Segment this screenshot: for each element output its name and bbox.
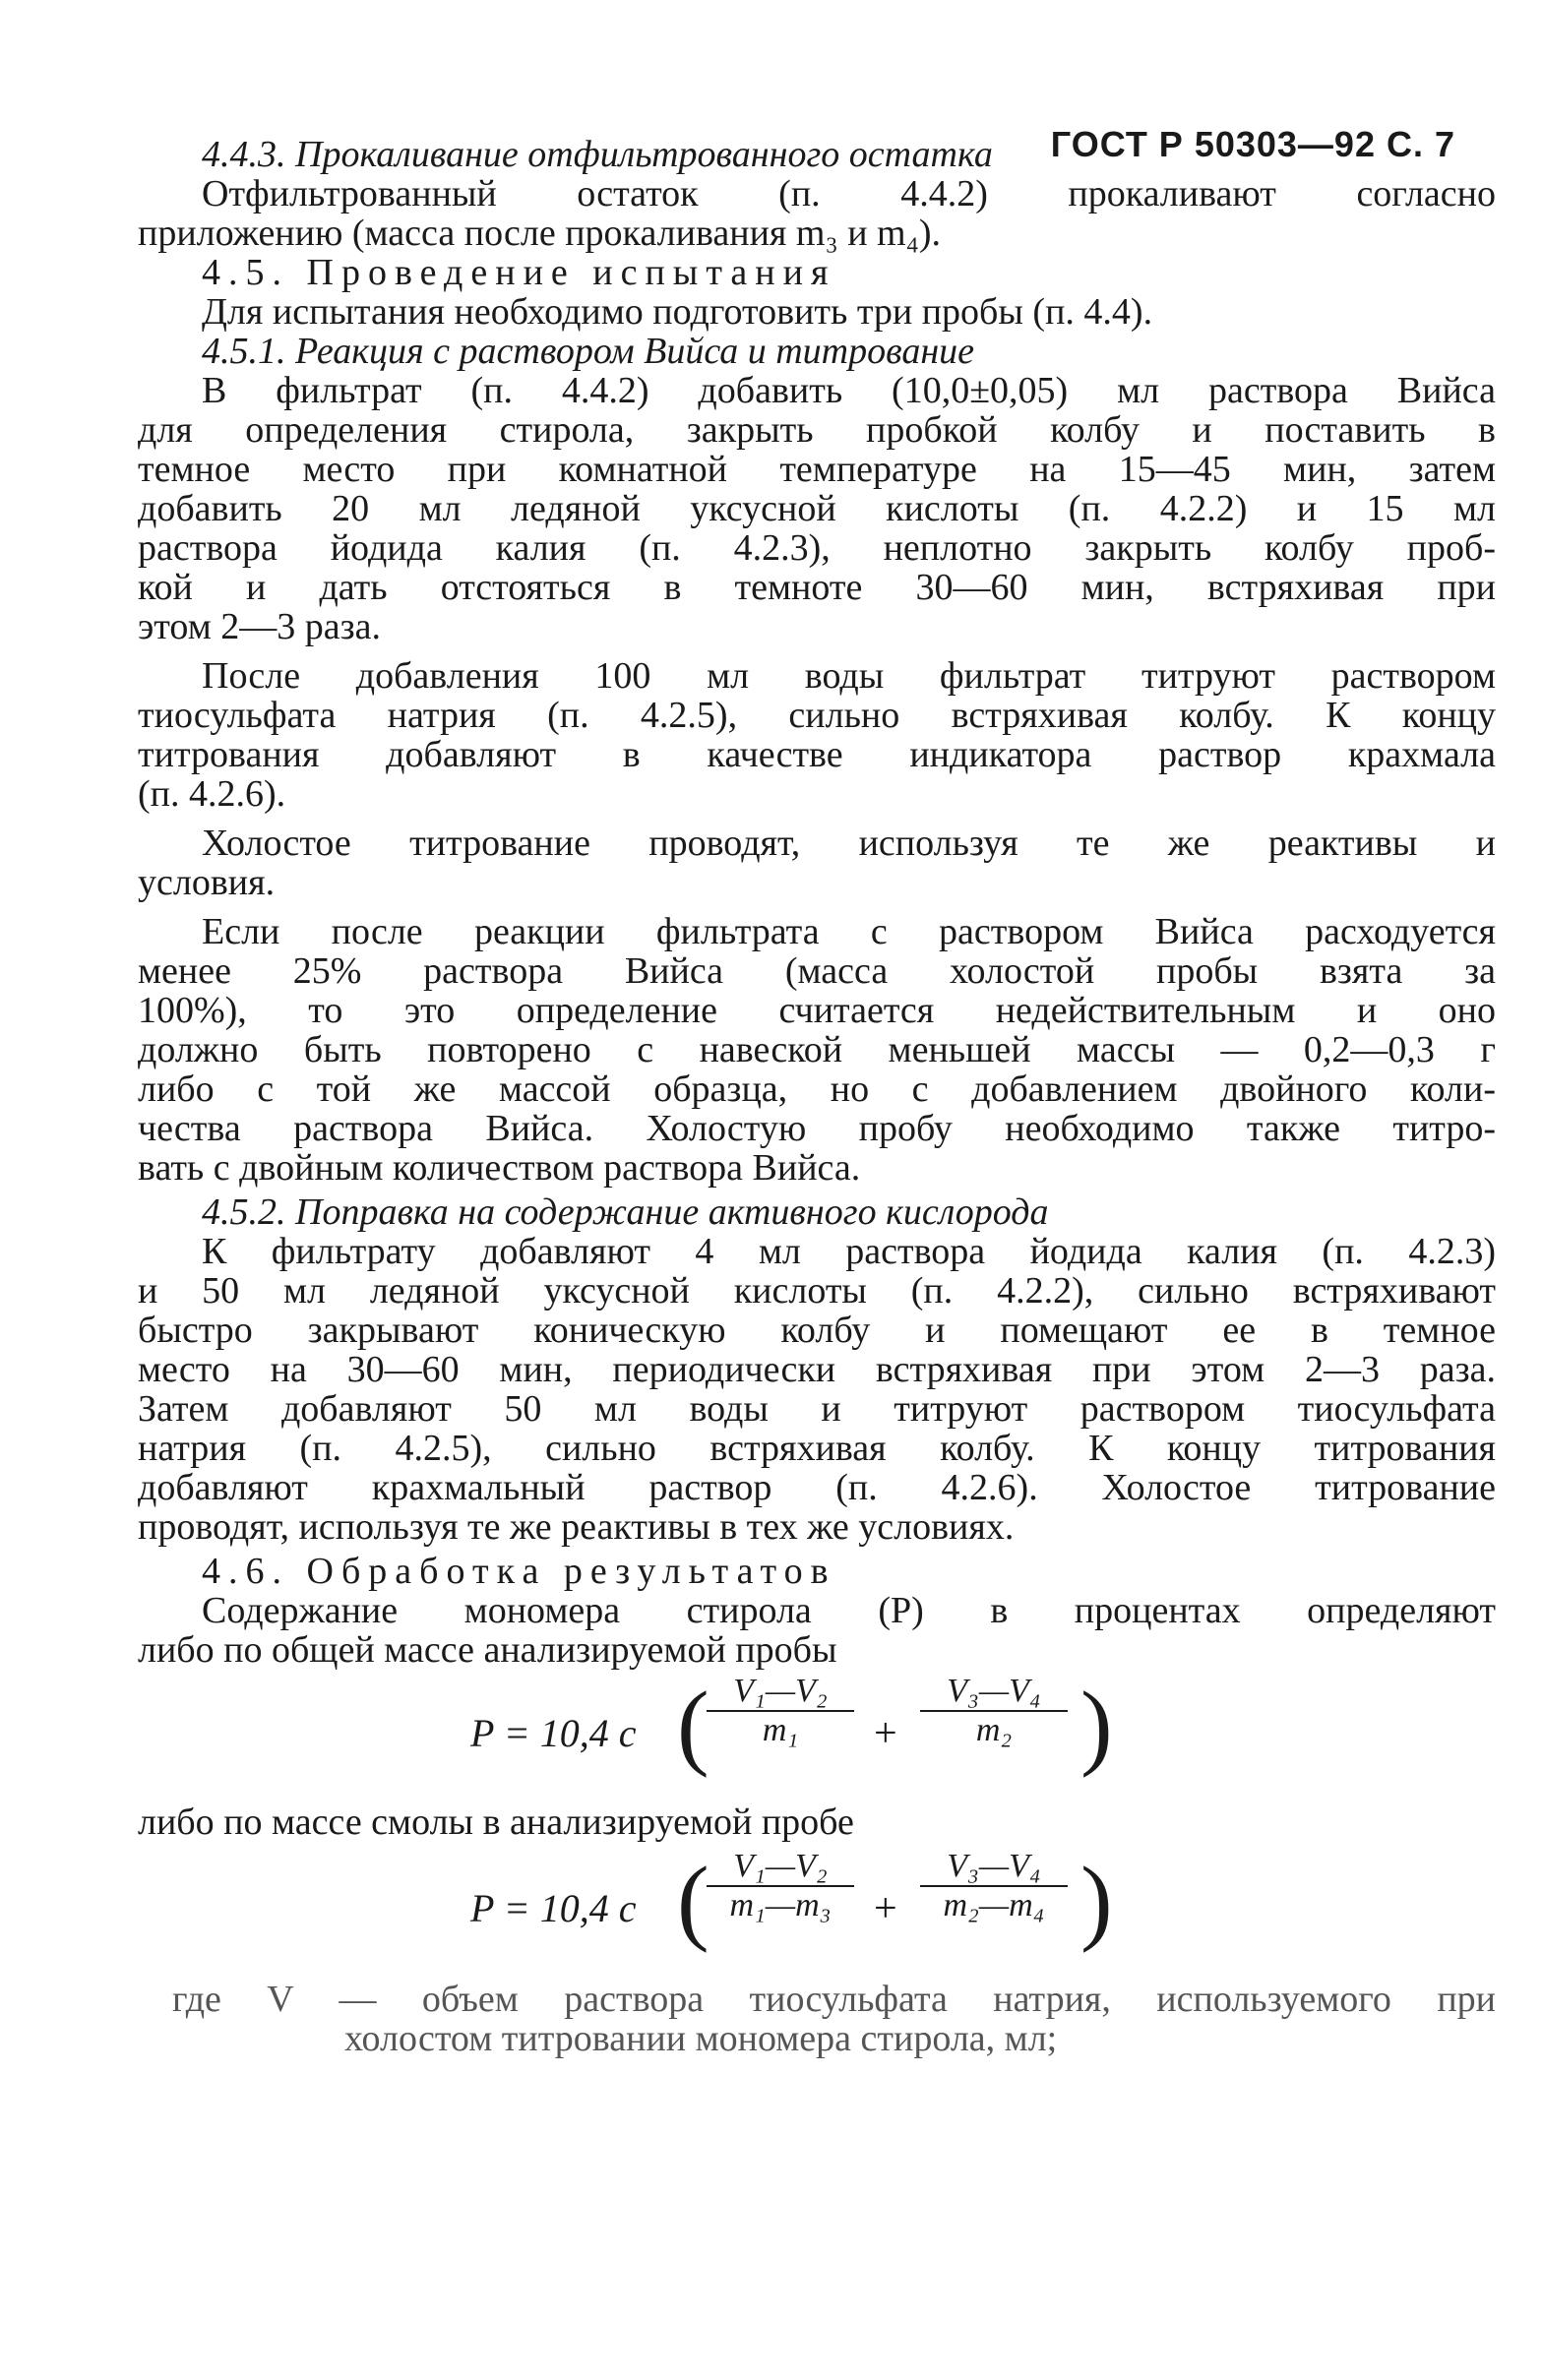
formula-close-paren: ) — [1080, 1848, 1113, 1954]
text-line: либо по массе смолы в анализируемой пробе — [138, 1801, 854, 1843]
text-line: К фильтрату добавляют 4 мл раствора йодида калия (п. 4.2.3) — [202, 1231, 1496, 1272]
text-line: После добавления 100 мл воды фильтрат титруют раствором — [202, 655, 1496, 697]
text-line: Отфильтрованный остаток (п. 4.4.2) прокаливают согласно — [202, 173, 1496, 214]
formula-open-paren: ( — [677, 1673, 709, 1779]
text-line: и 50 мл ледяной уксусной кислоты (п. 4.2.2), сильно встряхивают — [138, 1270, 1496, 1312]
formula-fraction — [707, 1848, 854, 1924]
formula-lhs: P = 10,4 c — [470, 1711, 637, 1755]
formula-lhs: P = 10,4 c — [470, 1886, 637, 1930]
heading-4-5-1: 4.5.1. Реакция с раствором Вийса и титрование — [202, 331, 975, 372]
text-line: холостом титровании мономера стирола, мл; — [344, 2018, 1058, 2059]
text-line: вать с двойным количеством раствора Вийса. — [138, 1147, 861, 1189]
text-line: титрования добавляют в качестве индикатора раствор крахмала — [138, 734, 1496, 775]
fraction-denominator: m₂—m₄ — [943, 1887, 1045, 1923]
fraction-numerator: V₃—V₄ — [920, 1848, 1068, 1887]
text-line: Если после реакции фильтрата с раствором Вийса расходуется — [202, 911, 1496, 952]
text-line: Для испытания необходимо подготовить три пробы (п. 4.4). — [202, 291, 1153, 333]
fraction-numerator: V₁—V₂ — [707, 1673, 854, 1712]
fraction-denominator: m₁—m₃ — [729, 1887, 832, 1923]
text-line: место на 30—60 мин, периодически встряхивая при этом 2—3 раза. — [138, 1349, 1496, 1390]
formula-close-paren: ) — [1080, 1673, 1113, 1779]
formula-fraction — [920, 1848, 1068, 1924]
fraction-numerator: V₁—V₂ — [707, 1848, 854, 1887]
text-line: этом 2—3 раза. — [138, 606, 381, 647]
text-line: В фильтрат (п. 4.4.2) добавить (10,0±0,05) мл раствора Вийса — [202, 370, 1496, 411]
fraction-denominator: m₁ — [762, 1712, 799, 1748]
running-head: ГОСТ Р 50303—92 С. 7 — [1050, 124, 1455, 164]
heading-4-5-2: 4.5.2. Поправка на содержание активного кислорода — [202, 1191, 1049, 1233]
text-line: менее 25% раствора Вийса (масса холостой пробы взята за — [138, 950, 1496, 992]
formula-open-paren: ( — [677, 1848, 709, 1954]
text-line: либо по общей массе анализируемой пробы — [138, 1629, 837, 1671]
text-line: тиосульфата натрия (п. 4.2.5), сильно встряхивая колбу. К концу — [138, 695, 1496, 736]
text-line: добавить 20 мл ледяной уксусной кислоты (п. 4.2.2) и 15 мл — [138, 488, 1496, 529]
text-line: раствора йодида калия (п. 4.2.3), неплотно закрыть колбу проб- — [138, 527, 1496, 569]
text-line: кой и дать отстояться в темноте 30—60 мин, встряхивая при — [138, 567, 1496, 608]
heading-4-4-3: 4.4.3. Прокаливание отфильтрованного остатка — [202, 134, 993, 175]
text-line: где V — объем раствора тиосульфата натрия, используемого при — [172, 1979, 1496, 2020]
heading-4-6: 4.6. Обработка результатов — [202, 1551, 836, 1592]
text-line: Затем добавляют 50 мл воды и титруют раствором тиосульфата — [138, 1388, 1496, 1430]
text-line: для определения стирола, закрыть пробкой колбу и поставить в — [138, 409, 1496, 451]
fraction-denominator: m₂ — [975, 1712, 1013, 1748]
text-line: должно быть повторено с навеской меньшей массы — 0,2—0,3 г — [138, 1029, 1496, 1070]
text-line: быстро закрывают коническую колбу и помещают ее в темное — [138, 1310, 1496, 1351]
formula-fraction — [920, 1673, 1068, 1749]
text-line: проводят, используя те же реактивы в тех же условиях. — [138, 1506, 1015, 1548]
text-line: (п. 4.2.6). — [138, 773, 286, 815]
heading-4-5: 4.5. Проведение испытания — [202, 252, 836, 293]
text-line: чества раствора Вийса. Холостую пробу необходимо также титро- — [138, 1108, 1496, 1149]
fraction-numerator: V₃—V₄ — [920, 1673, 1068, 1712]
text-line: либо с той же массой образца, но с добавлением двойного коли- — [138, 1068, 1496, 1110]
formula-plus: + — [874, 1711, 897, 1756]
text-line: 100%), то это определение считается недействительным и оно — [138, 990, 1496, 1031]
formula-fraction — [707, 1673, 854, 1749]
text-line: Холостое титрование проводят, используя те же реактивы и — [202, 823, 1496, 864]
formula-plus: + — [874, 1886, 897, 1931]
text-line: приложению (масса после прокаливания m₃ и m₄). — [138, 213, 941, 254]
text-line: условия. — [138, 862, 276, 903]
text-line: добавляют крахмальный раствор (п. 4.2.6). Холостое титрование — [138, 1467, 1496, 1508]
text-line: темное место при комнатной температуре на 15—45 мин, затем — [138, 449, 1496, 490]
text-line: Содержание мономера стирола (P) в процентах определяют — [202, 1590, 1496, 1631]
text-line: натрия (п. 4.2.5), сильно встряхивая колбу. К концу титрования — [138, 1428, 1496, 1469]
